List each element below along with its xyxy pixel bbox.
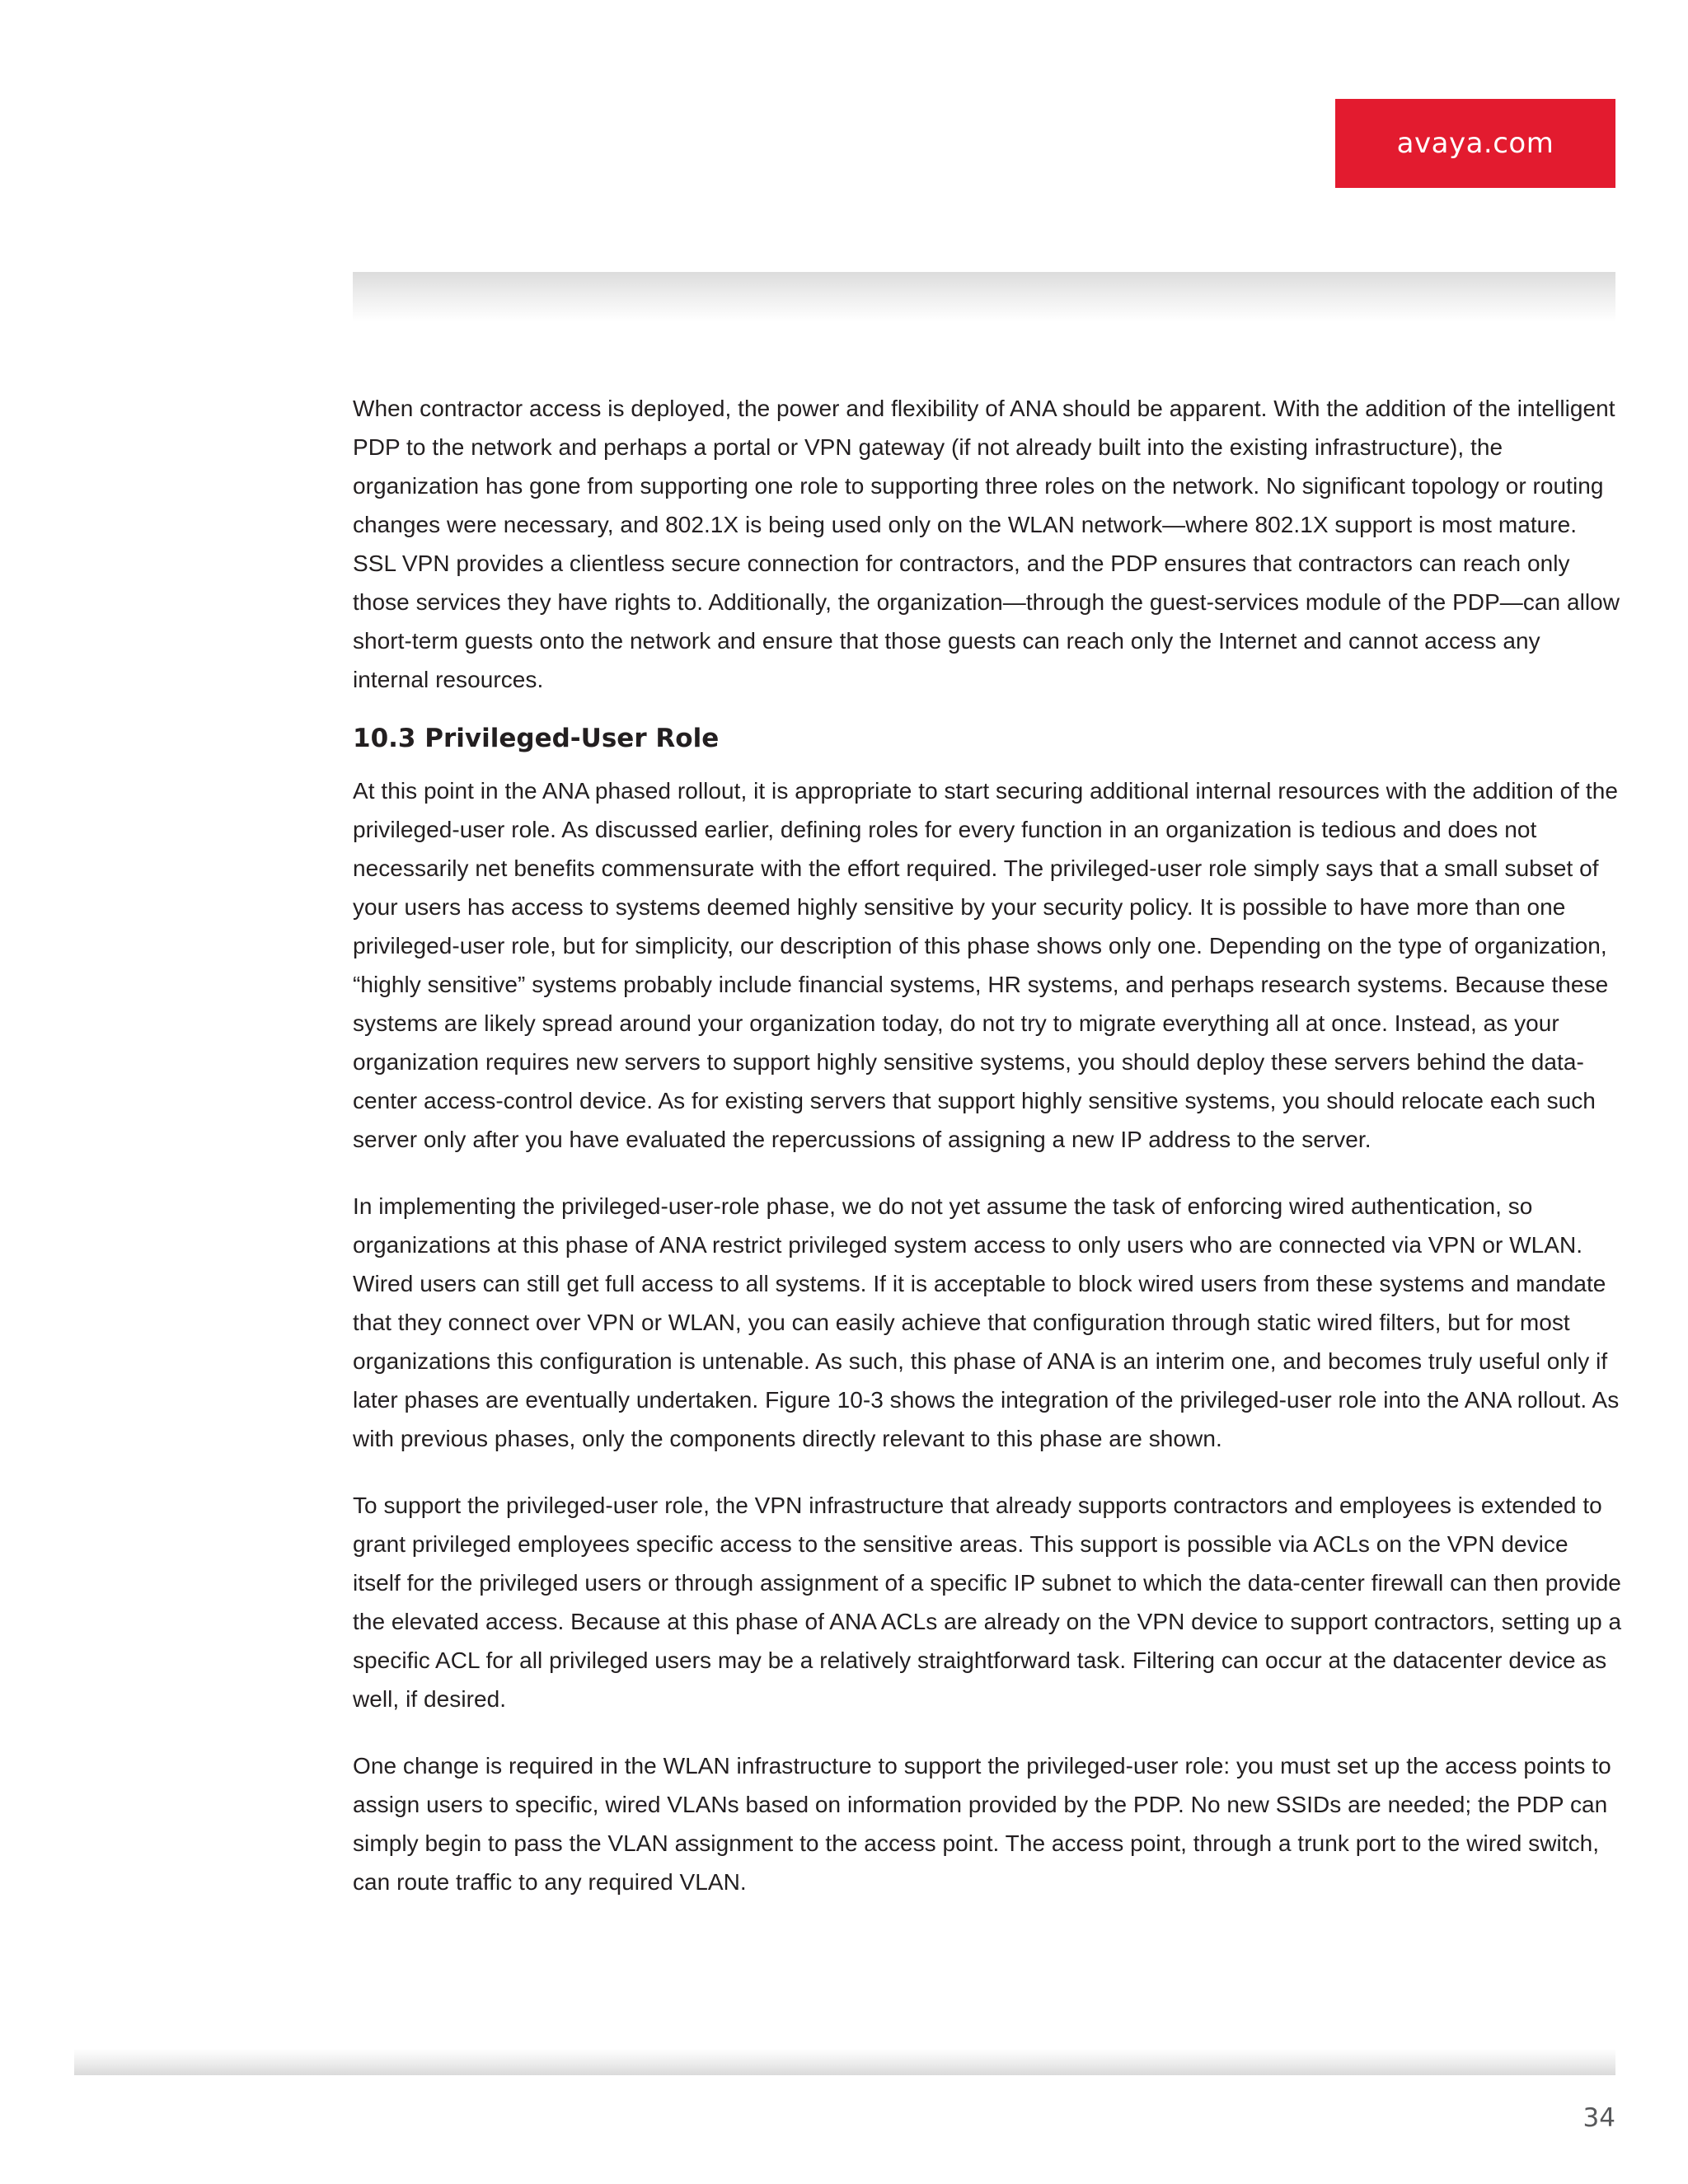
body-paragraph-5: One change is required in the WLAN infrastructure to support the privileged-user role: you must set up the access points to assign users to specific, wired VLANs based on information provided by the PDP. No new SSIDs are needed; the PDP can simply begin to pass the VLAN assignment to the access point. The access point, through a trunk port to the wired switch, can route traffic to any required VLAN. <box>353 1753 1611 1895</box>
body-paragraph-4: To support the privileged-user role, the VPN infrastructure that already supports contractors and employees is extended to grant privileged employees specific access to the sensitive areas. This support is possible via ACLs on the VPN device itself for the privileged users or through assignment of a specific IP subnet to which the data-center firewall can then provide the elevated access. Because at this phase of ANA ACLs are already on the VPN device to support contractors, setting up a specific ACL for all privileged users may be a relatively straightforward task. Filtering can occur at the datacenter device as well, if desired. <box>353 1493 1622 1712</box>
body-paragraph-2: At this point in the ANA phased rollout, it is appropriate to start securing additional internal resources with the addition of the privileged-user role. As discussed earlier, defining roles for every function in an organization is tedious and does not necessarily net benefits commensurate with the effort required. The privileged-user role simply says that a small subset of your users has access to systems deemed highly sensitive by your security policy. It is possible to have more than one privileged-user role, but for simplicity, our description of this phase shows only one. Depending on the type of organization, “highly sensitive” systems probably include financial systems, HR systems, and perhaps research systems. Because these systems are likely spread around your organization today, do not try to migrate everything all at once. Instead, as your organization requires new servers to support highly sensitive systems, you should deploy these servers behind the data-center access-control device. As for existing servers that support highly sensitive systems, you should relocate each such server only after you have evaluated the repercussions of assigning a new IP address to the server. <box>353 778 1618 1152</box>
page-number: 34 <box>1582 2103 1615 2133</box>
body-paragraph-3: In implementing the privileged-user-role phase, we do not yet assume the task of enforcing wired authentication, so organizations at this phase of ANA restrict privileged system access to only users who are connected via VPN or WLAN. Wired users can still get full access to all systems. If it is acceptable to block wired users from these systems and mandate that they connect over VPN or WLAN, you can easily achieve that configuration through static wired filters, but for most organizations this configuration is untenable. As such, this phase of ANA is an interim one, and becomes truly useful only if later phases are eventually undertaken. Figure 10-3 shows the integration of the privileged-user role into the ANA rollout. As with previous phases, only the components directly relevant to this phase are shown. <box>353 1193 1620 1451</box>
footer-divider-bar <box>74 2049 1615 2075</box>
header-divider-bar <box>353 272 1615 321</box>
avaya-brand-tag[interactable]: avaya.com <box>1335 99 1615 188</box>
section-heading: 10.3 Privileged-User Role <box>353 724 720 753</box>
body-paragraph-1: When contractor access is deployed, the power and flexibility of ANA should be apparent. With the addition of the intelligent PDP to the network and perhaps a portal or VPN gateway (if not already built into the existing infrastructure), the organization has gone from supporting one role to supporting three roles on the network. No significant topology or routing changes were necessary, and 802.1X is being used only on the WLAN network—where 802.1X support is most mature. SSL VPN provides a clientless secure connection for contractors, and the PDP ensures that contractors can reach only those services they have rights to. Additionally, the organization—through the guest-services module of the PDP—can allow short-term guests onto the network and ensure that those guests can reach only the Internet and cannot access any internal resources. <box>353 396 1620 692</box>
page-content <box>353 389 1622 1929</box>
